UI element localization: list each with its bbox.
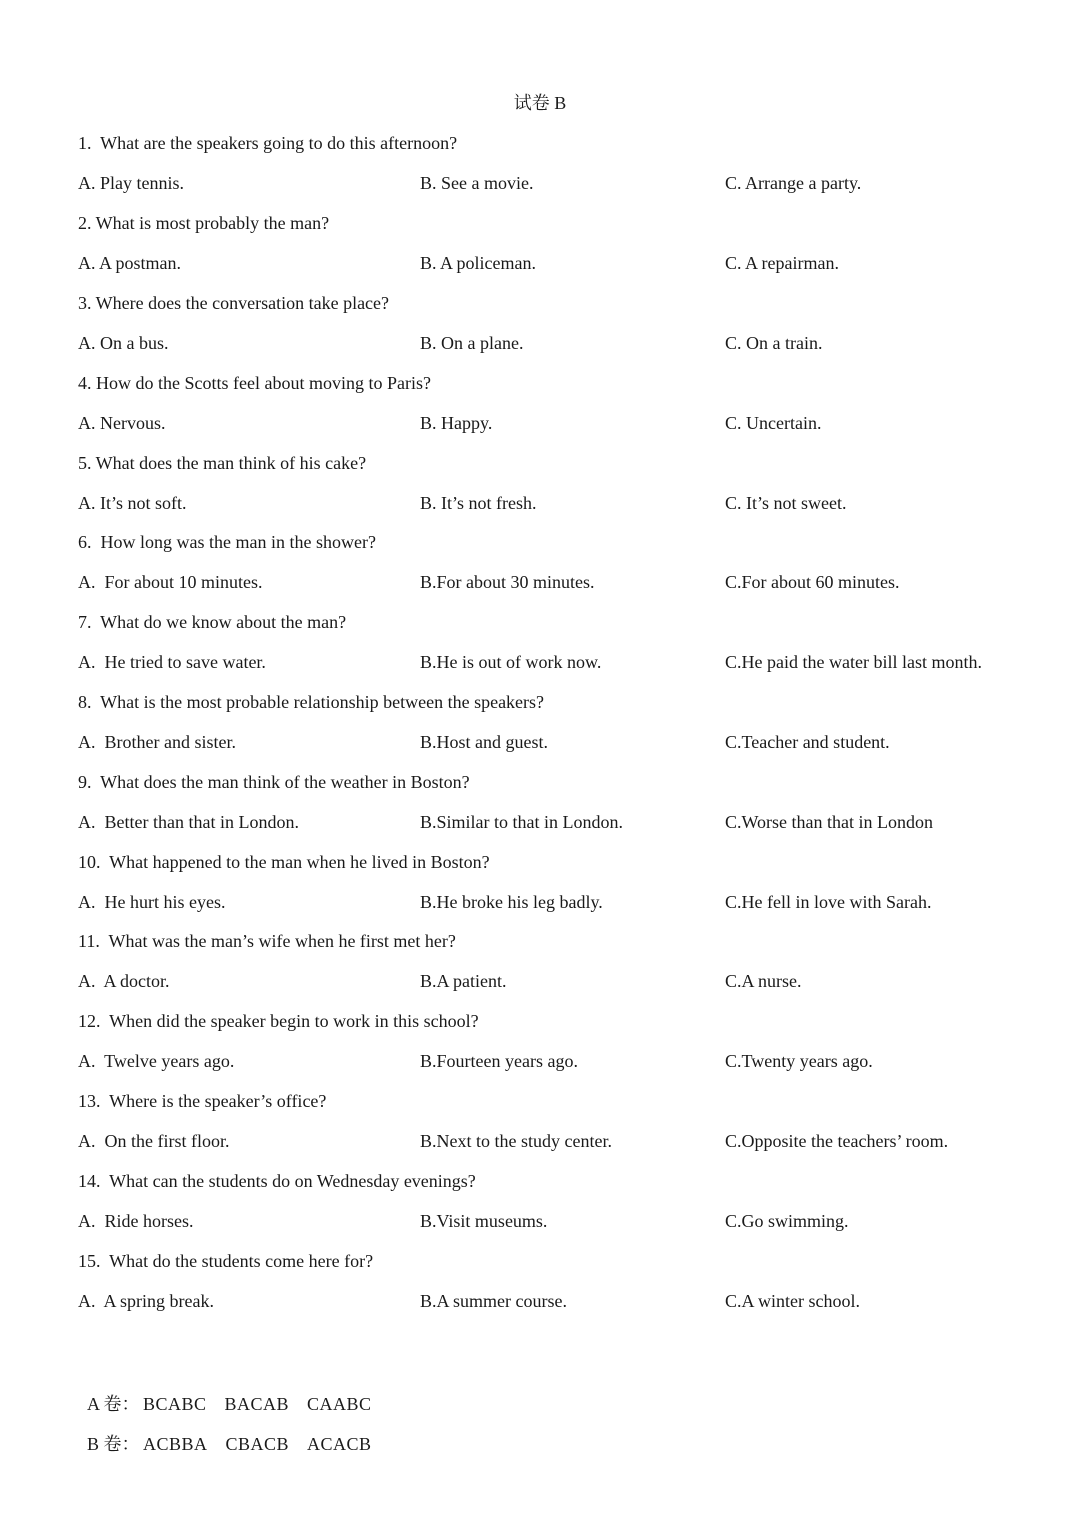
- q13-option-c: C.Opposite the teachers’ room.: [725, 1131, 949, 1151]
- q11-option-a: A. A doctor.: [78, 971, 170, 991]
- q10-option-c: C.He fell in love with Sarah.: [725, 892, 932, 912]
- question-9: 9. What does the man think of the weather in Boston?: [78, 772, 470, 792]
- q1-option-a: A. Play tennis.: [78, 173, 184, 193]
- q11-option-c: C.A nurse.: [725, 971, 802, 991]
- q9-option-a: A. Better than that in London.: [78, 812, 299, 832]
- answer-group: ACBBA: [143, 1434, 208, 1454]
- q6-option-c: C.For about 60 minutes.: [725, 572, 900, 592]
- q14-option-a: A. Ride horses.: [78, 1211, 194, 1231]
- q2-option-c: C. A repairman.: [725, 253, 839, 273]
- q12-option-a: A. Twelve years ago.: [78, 1051, 235, 1071]
- q1-option-c: C. Arrange a party.: [725, 173, 862, 193]
- question-12: 12. When did the speaker begin to work in this school?: [78, 1011, 479, 1031]
- q7-option-b: B.He is out of work now.: [420, 652, 602, 672]
- q15-option-b: B.A summer course.: [420, 1291, 567, 1311]
- q11-option-b: B.A patient.: [420, 971, 507, 991]
- question-3: 3. Where does the conversation take place?: [78, 293, 390, 313]
- answer-group: CBACB: [225, 1434, 290, 1454]
- question-2: 2. What is most probably the man?: [78, 213, 330, 233]
- q3-option-a: A. On a bus.: [78, 333, 169, 353]
- question-1: 1. What are the speakers going to do this afternoon?: [78, 133, 458, 153]
- q12-option-b: B.Fourteen years ago.: [420, 1051, 578, 1071]
- answer-group: ACACB: [307, 1434, 372, 1454]
- q4-option-b: B. Happy.: [420, 413, 493, 433]
- q13-option-b: B.Next to the study center.: [420, 1131, 612, 1151]
- q7-option-c: C.He paid the water bill last month.: [725, 652, 982, 672]
- answer-key-b: [78, 1408, 390, 1456]
- q15-option-a: A. A spring break.: [78, 1291, 214, 1311]
- q10-option-b: B.He broke his leg badly.: [420, 892, 603, 912]
- q8-option-b: B.Host and guest.: [420, 732, 548, 752]
- q8-option-a: A. Brother and sister.: [78, 732, 236, 752]
- answer-group: BACAB: [224, 1394, 290, 1414]
- question-7: 7. What do we know about the man?: [78, 612, 347, 632]
- q1-option-b: B. See a movie.: [420, 173, 534, 193]
- q4-option-c: C. Uncertain.: [725, 413, 822, 433]
- question-11: 11. What was the man’s wife when he first met her?: [78, 931, 456, 951]
- q6-option-a: A. For about 10 minutes.: [78, 572, 263, 592]
- q14-option-b: B.Visit museums.: [420, 1211, 548, 1231]
- q10-option-a: A. He hurt his eyes.: [78, 892, 226, 912]
- question-10: 10. What happened to the man when he lived in Boston?: [78, 852, 490, 872]
- q7-option-a: A. He tried to save water.: [78, 652, 266, 672]
- q5-option-b: B. It’s not fresh.: [420, 493, 537, 513]
- answer-group: CAABC: [307, 1394, 372, 1414]
- question-6: 6. How long was the man in the shower?: [78, 532, 376, 552]
- q9-option-b: B.Similar to that in London.: [420, 812, 623, 832]
- q8-option-c: C.Teacher and student.: [725, 732, 890, 752]
- answer-group: BCABC: [143, 1394, 207, 1414]
- answer-key-label: A 卷：: [87, 1394, 140, 1414]
- q12-option-c: C.Twenty years ago.: [725, 1051, 873, 1071]
- question-13: 13. Where is the speaker’s office?: [78, 1091, 327, 1111]
- q15-option-c: C.A winter school.: [725, 1291, 860, 1311]
- q2-option-a: A. A postman.: [78, 253, 182, 273]
- q3-option-b: B. On a plane.: [420, 333, 524, 353]
- q5-option-a: A. It’s not soft.: [78, 493, 187, 513]
- question-4: 4. How do the Scotts feel about moving to Paris?: [78, 373, 431, 393]
- q6-option-b: B.For about 30 minutes.: [420, 572, 595, 592]
- question-15: 15. What do the students come here for?: [78, 1251, 374, 1271]
- q4-option-a: A. Nervous.: [78, 413, 166, 433]
- page-title: 试卷 B: [513, 93, 567, 113]
- q13-option-a: A. On the first floor.: [78, 1131, 230, 1151]
- question-8: 8. What is the most probable relationship between the speakers?: [78, 692, 545, 712]
- q14-option-c: C.Go swimming.: [725, 1211, 849, 1231]
- answer-key-label: B 卷：: [87, 1434, 140, 1454]
- q9-option-c: C.Worse than that in London: [725, 812, 934, 832]
- question-5: 5. What does the man think of his cake?: [78, 453, 367, 473]
- q3-option-c: C. On a train.: [725, 333, 823, 353]
- q5-option-c: C. It’s not sweet.: [725, 493, 847, 513]
- question-14: 14. What can the students do on Wednesday evenings?: [78, 1171, 476, 1191]
- q2-option-b: B. A policeman.: [420, 253, 536, 273]
